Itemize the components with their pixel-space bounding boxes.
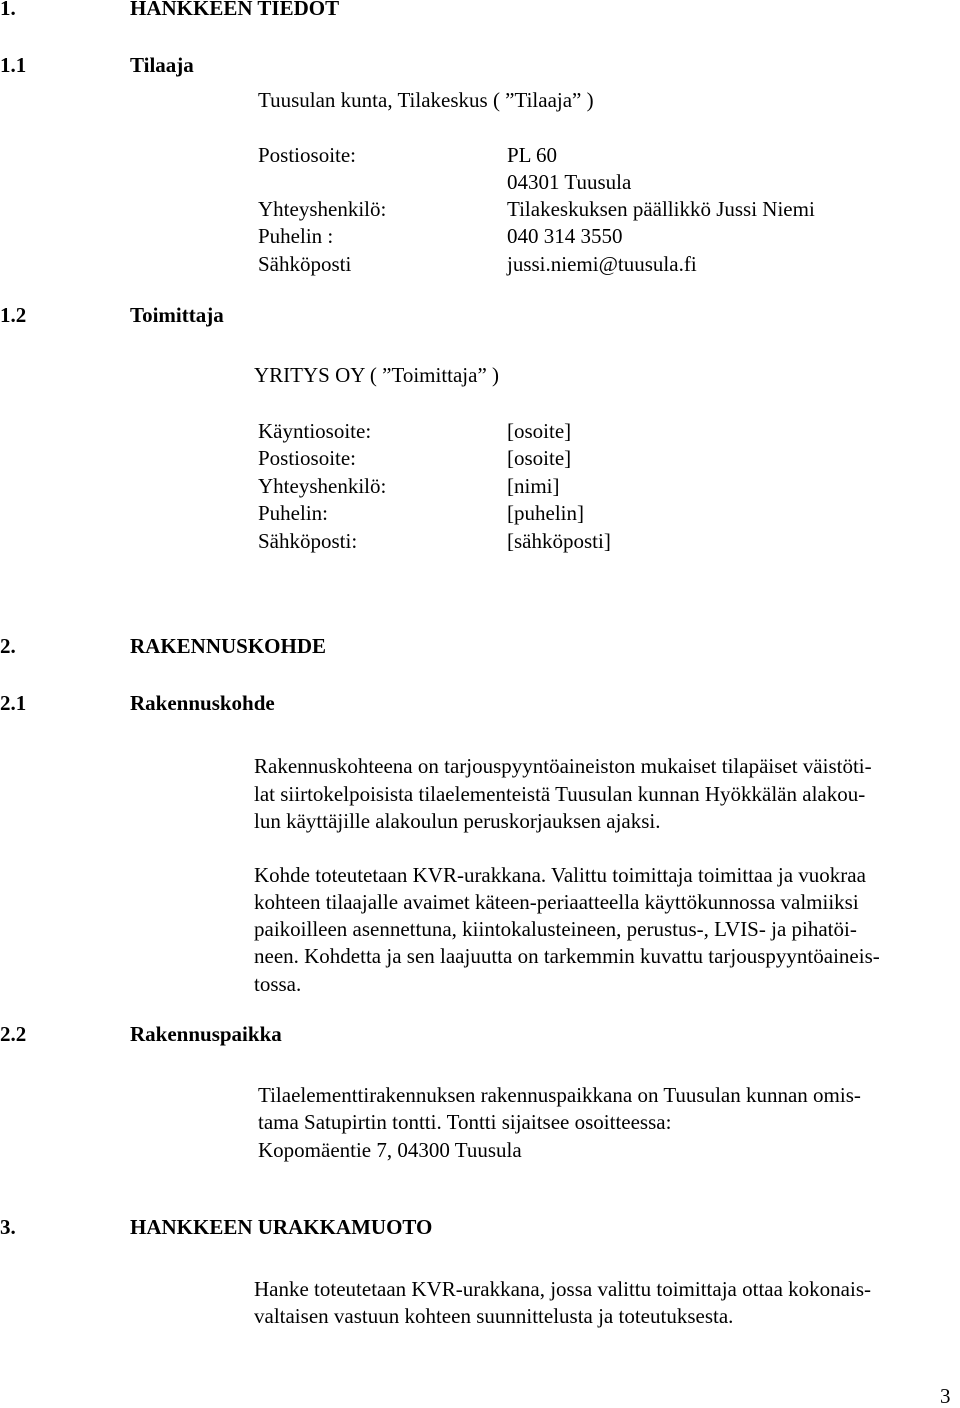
section-1-number: 1. bbox=[0, 0, 16, 20]
section-1-2-title: Toimittaja bbox=[130, 303, 224, 327]
supplier-phone-value: [puhelin] bbox=[507, 501, 584, 525]
supplier-postal-value: [osoite] bbox=[507, 446, 572, 470]
supplier-email-value: [sähköposti] bbox=[507, 529, 611, 553]
client-phone-label: Puhelin : bbox=[258, 224, 334, 248]
target-para-2-line-4: neen. Kohdetta ja sen laajuutta on tarkemmin kuvattu tarjouspyyntöaineis- bbox=[254, 944, 880, 968]
target-para-1-line-1: Rakennuskohteena on tarjouspyyntöaineiston mukaiset tilapäiset väistöti- bbox=[254, 754, 872, 778]
section-1-1-title: Tilaaja bbox=[130, 53, 194, 77]
client-org-name: Tuusulan kunta, Tilakeskus ( ”Tilaaja” ) bbox=[258, 88, 594, 112]
section-2-2-title: Rakennuspaikka bbox=[130, 1022, 282, 1046]
client-email-label: Sähköposti bbox=[258, 252, 352, 276]
supplier-visit-label: Käyntiosoite: bbox=[258, 419, 372, 443]
section-1-title: HANKKEEN TIEDOT bbox=[130, 0, 340, 20]
section-3-title: HANKKEEN URAKKAMUOTO bbox=[130, 1215, 433, 1239]
client-email-value: jussi.niemi@tuusula.fi bbox=[507, 252, 697, 276]
target-para-2-line-2: kohteen tilaajalle avaimet käteen-periaatteella käyttökunnossa valmiiksi bbox=[254, 890, 859, 914]
target-para-2-line-5: tossa. bbox=[254, 972, 302, 996]
supplier-contact-label: Yhteyshenkilö: bbox=[258, 474, 387, 498]
client-phone-value: 040 314 3550 bbox=[507, 224, 623, 248]
section-1-2-number: 1.2 bbox=[0, 303, 27, 327]
client-postal-value-2: 04301 Tuusula bbox=[507, 170, 632, 194]
supplier-org-name: YRITYS OY ( ”Toimittaja” ) bbox=[254, 363, 500, 387]
target-para-1-line-2: lat siirtokelpoisista tilaelementeistä Tuusulan kunnan Hyökkälän alakou- bbox=[254, 782, 866, 806]
supplier-contact-value: [nimi] bbox=[507, 474, 560, 498]
supplier-postal-label: Postiosoite: bbox=[258, 446, 357, 470]
client-contact-value: Tilakeskuksen päällikkö Jussi Niemi bbox=[507, 197, 815, 221]
target-para-2-line-1: Kohde toteutetaan KVR-urakkana. Valittu toimittaja toimittaa ja vuokraa bbox=[254, 863, 866, 887]
section-2-2-number: 2.2 bbox=[0, 1022, 27, 1046]
client-postal-label: Postiosoite: bbox=[258, 143, 357, 167]
client-contact-label: Yhteyshenkilö: bbox=[258, 197, 387, 221]
page-number: 3 bbox=[940, 1384, 951, 1408]
section-2-1-number: 2.1 bbox=[0, 691, 27, 715]
client-postal-value: PL 60 bbox=[507, 143, 557, 167]
site-para-line-1: Tilaelementtirakennuksen rakennuspaikkana on Tuusulan kunnan omis- bbox=[258, 1083, 861, 1107]
contract-para-line-2: valtaisen vastuun kohteen suunnittelusta ja toteutuksesta. bbox=[254, 1304, 734, 1328]
section-3-number: 3. bbox=[0, 1215, 16, 1239]
section-2-number: 2. bbox=[0, 634, 16, 658]
target-para-1-line-3: lun käyttäjille alakoulun peruskorjauksen ajaksi. bbox=[254, 809, 661, 833]
site-address: Kopomäentie 7, 04300 Tuusula bbox=[258, 1138, 522, 1162]
supplier-visit-value: [osoite] bbox=[507, 419, 572, 443]
target-para-2-line-3: paikoilleen asennettuna, kiintokalusteineen, perustus-, LVIS- ja pihatöi- bbox=[254, 917, 857, 941]
section-2-title: RAKENNUSKOHDE bbox=[130, 634, 327, 658]
section-1-1-number: 1.1 bbox=[0, 53, 27, 77]
supplier-phone-label: Puhelin: bbox=[258, 501, 329, 525]
section-2-1-title: Rakennuskohde bbox=[130, 691, 275, 715]
supplier-email-label: Sähköposti: bbox=[258, 529, 358, 553]
contract-para-line-1: Hanke toteutetaan KVR-urakkana, jossa valittu toimittaja ottaa kokonais- bbox=[254, 1277, 871, 1301]
site-para-line-2: tama Satupirtin tontti. Tontti sijaitsee osoitteessa: bbox=[258, 1110, 672, 1134]
